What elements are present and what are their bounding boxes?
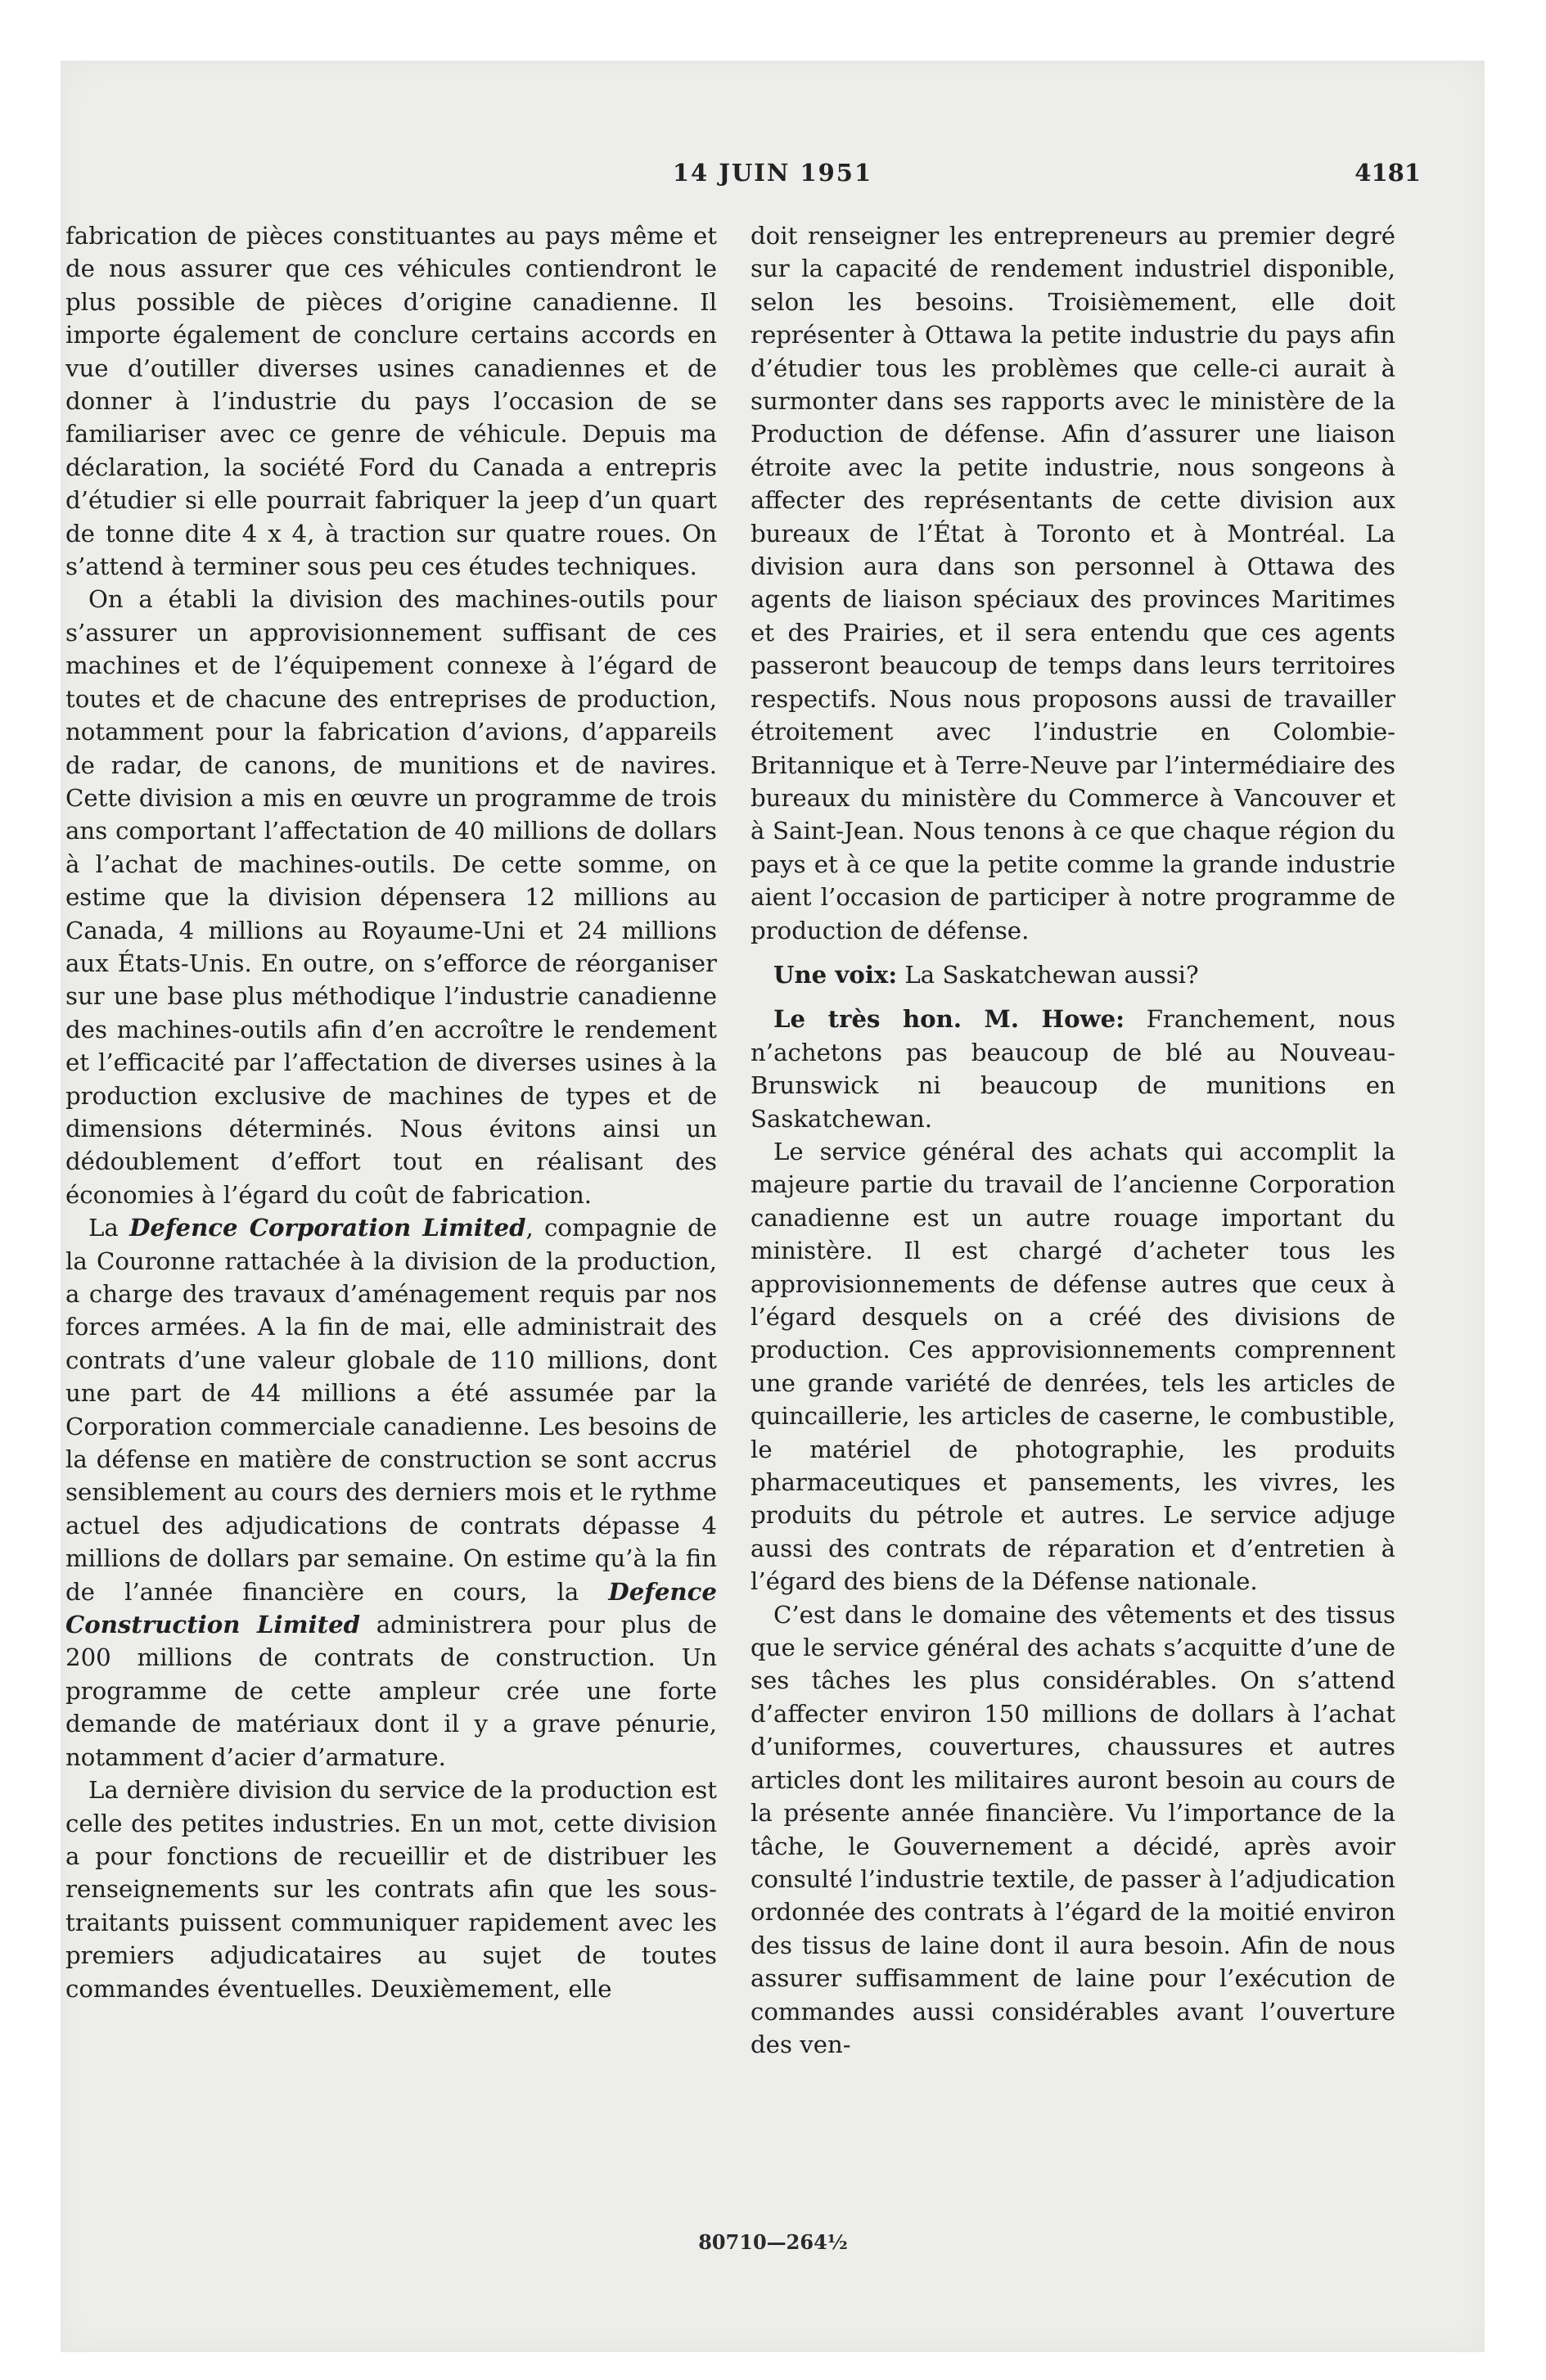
interjection-2 [750, 1003, 1395, 1135]
speech-1: La Saskatchewan aussi? [897, 960, 1199, 989]
defence-corporation-name: Defence Corporation Limited [129, 1214, 526, 1242]
speaker-howe: Le très hon. M. Howe: [773, 1005, 1125, 1034]
right-paragraph-1: doit renseigner les entrepreneurs au premier degré sur la capacité de rendement industriel disponible, selon les besoins. Troisièmement, elle doit représenter à Ottawa la petite industrie du pays afin d’étudier tous les problèmes que celle-ci aurait à surmonter dans ses rapports avec le ministère de la Production de défense. Afin d’assurer une liaison étroite avec la petite industrie, nous songeons à affecter des représentants de cette division aux bureaux de l’État à Toronto et à Montréal. La division aura dans son personnel à Ottawa des agents de liaison spéciaux des provinces Maritimes et des Prairies, et il sera entendu que ces agents passeront beaucoup de temps dans leurs territoires respectifs. Nous nous proposons aussi de travailler étroitement avec l’industrie en Colombie-Britannique et à Terre-Neuve par l’intermédiaire des bureaux du ministère du Commerce à Vancouver et à Saint-Jean. Nous tenons à ce que chaque région du pays et à ce que la petite comme la grande industrie aient l’occasion de participer à notre programme de production de défense. [750, 222, 1395, 944]
left-paragraph-4: La dernière division du service de la production est celle des petites industries. En un mot, cette division a pour fonctions de recueillir et de distribuer les renseignements sur les contrats afin que les sous-traitants puissent communiquer rapidement avec les premiers adjudicataires au sujet de toutes commandes éventuelles. Deuxièmement, elle [65, 1776, 717, 2003]
interjection-1 [750, 958, 1395, 991]
page-header [61, 159, 1485, 200]
speaker-une-voix: Une voix: [773, 960, 898, 989]
left-paragraph-2: On a établi la division des machines-outils pour s’assurer un approvisionnement suffisant de ces machines et de l’équipement connexe à l’égard de toutes et de chacune des entreprises de production, notamment pour la fabrication d’avions, d’appareils de radar, de canons, de munitions et de navires. Cette division a mis en œuvre un programme de trois ans comportant l’affectation de 40 millions de dollars à l’achat de machines-outils. De cette somme, on estime que la division dépensera 12 millions au Canada, 4 millions au Royaume-Uni et 24 millions aux États-Unis. En outre, on s’efforce de réorganiser sur une base plus méthodique l’industrie canadienne des machines-outils afin d’en accroître le rendement et l’efficacité par l’affectation de diverses usines à la production exclusive de machines de types et de dimensions déterminés. Nous évitons ainsi un dédoublement d’effort tout en réalisant des économies à l’égard du coût de fabrication. [65, 585, 717, 1209]
left-p3-end: administrera pour plus de 200 millions de contrats de construction. Un programme de cette ampleur crée une forte demande de matériaux dont il y a grave pénurie, notamment d’acier d’armature. [65, 1611, 717, 1771]
footer-code: 80710—264½ [698, 2230, 848, 2254]
left-paragraph-1: fabrication de pièces constituantes au pays même et de nous assurer que ces véhicules contiendront le plus possible de pièces d’origine canadienne. Il importe également de conclure certains accords en vue d’outiller diverses usines canadiennes et de donner à l’industrie du pays l’occasion de se familiariser avec ce genre de véhicule. Depuis ma déclaration, la société Ford du Canada a entrepris d’étudier si elle pourrait fabriquer la jeep d’un quart de tonne dite 4 x 4, à traction sur quatre roues. On s’attend à terminer sous peu ces études techniques. [65, 222, 717, 581]
right-paragraph-3: C’est dans le domaine des vêtements et des tissus que le service général des achats s’acquitte d’une de ses tâches les plus considérables. On s’attend d’affecter environ 150 millions de dollars à l’achat d’uniformes, couvertures, chaussures et autres articles dont les militaires auront besoin au cours de la présente année financière. Vu l’importance de la tâche, le Gouvernement a décidé, après avoir consulté l’industrie textile, de passer à l’adjudication ordonnée des contrats à l’égard de la moitié environ des tissus de laine dont il aura besoin. Afin de nous assurer suffisamment de laine pour l’exécution de commandes aussi considérables avant l’ouverture des ven- [750, 1600, 1395, 2058]
speech-2: Franchement, nous n’achetons pas beaucoup de blé au Nouveau-Brunswick ni beaucoup de munitions en Saskatchewan. [750, 1005, 1395, 1133]
left-p3-rest: , compagnie de la Couronne rattachée à la division de la production, a charge des travaux d’aménagement requis par nos forces armées. A la fin de mai, elle administrait des contrats d’une valeur globale de 110 millions, dont une part de 44 millions a été assumée par la Corporation commerciale canadienne. Les besoins de la défense en matière de construction se sont accrus sensiblement au cours des derniers mois et le rythme actuel des adjudications de contrats dépasse 4 millions de dollars par semaine. On estime qu’à la fin de l’année financière en cours, la [65, 1214, 717, 1606]
left-p3-start: La [88, 1214, 130, 1242]
right-paragraph-2: Le service général des achats qui accomplit la majeure partie du travail de l’ancienne Corporation canadienne est un autre rouage important du ministère. Il est chargé d’acheter tous les approvisionnements de défense autres que ceux à l’égard desquels on a créé des divisions de production. Ces approvisionnements comprennent une grande variété de denrées, tels les articles de quincaillerie, les articles de caserne, le combustible, le matériel de photographie, les produits pharmaceutiques et pansements, les vivres, les produits du pétrole et autres. Le service adjuge aussi des contrats de réparation et d’entretien à l’égard des biens de la Défense nationale. [750, 1137, 1395, 1596]
left-paragraph-3 [65, 1211, 717, 1774]
page-number: 4181 [1354, 159, 1421, 187]
header-date: 14 JUIN 1951 [672, 159, 873, 187]
right-column [750, 219, 1395, 2298]
left-column [65, 219, 717, 2298]
defence-construction-name: Defence Construction Limited [65, 1577, 717, 1639]
